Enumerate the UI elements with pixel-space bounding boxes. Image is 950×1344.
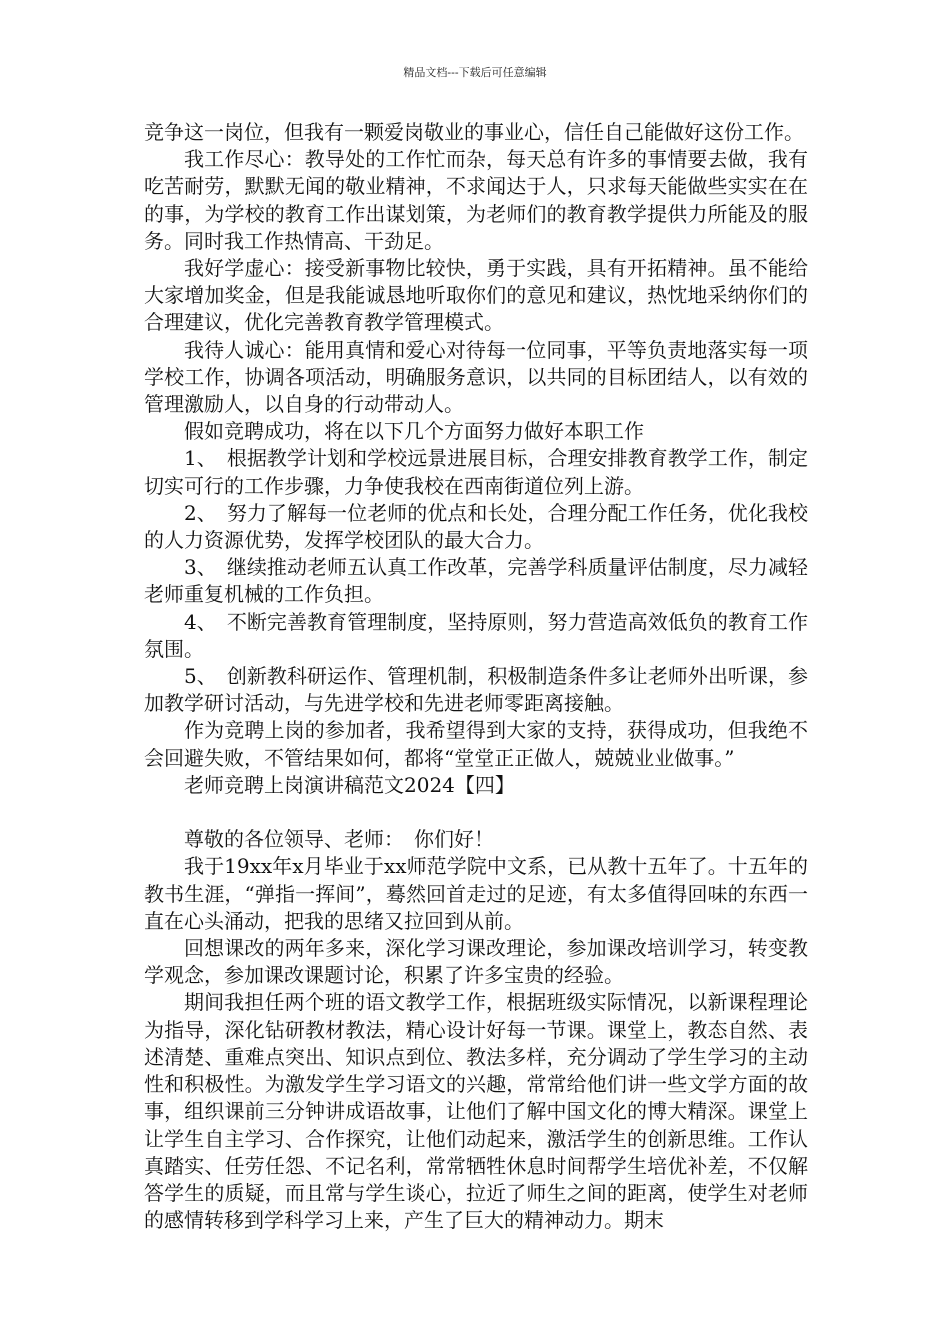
list-item-4: 4、 不断完善教育管理制度，坚持原则，努力营造高效低负的教育工作氛围。 <box>144 609 808 661</box>
document-body <box>144 119 808 1234</box>
paragraph-humble-learning: 我好学虚心：接受新事物比较快，勇于实践，具有开拓精神。虽不能给大家增加奖金，但是我能诚恳地听取你们的意见和建议，热忱地采纳你们的合理建议，优化完善教育教学管理模式。 <box>144 256 808 335</box>
paragraph-background: 我于19xx年x月毕业于xx师范学院中文系，已从教十五年了。十五年的教书生涯，“弹指一挥间”，蓦然回首走过的足迹，有太多值得回味的东西一直在心头涌动，把我的思绪又拉回到从前。 <box>144 854 808 933</box>
list-item-2: 2、 努力了解每一位老师的优点和长处，合理分配工作任务，优化我校的人力资源优势，发挥学校团队的最大合力。 <box>144 500 808 553</box>
paragraph-continuation: 竞争这一岗位，但我有一颗爱岗敬业的事业心，信任自己能做好这份工作。 <box>144 120 804 144</box>
paragraph-plan-intro: 假如竞聘成功，将在以下几个方面努力做好本职工作 <box>184 419 644 444</box>
paragraph-conclusion: 作为竞聘上岗的参加者，我希望得到大家的支持，获得成功，但我绝不会回避失败，不管结果如何，都将“堂堂正正做人，兢兢业业做事。” <box>144 718 808 770</box>
blank-line <box>144 799 808 826</box>
paragraph-curriculum-reform: 回想课改的两年多来，深化学习课改理论，参加课改培训学习，转变教学观念，参加课改课题讨论，积累了许多宝贵的经验。 <box>144 936 808 988</box>
section-title: 老师竞聘上岗演讲稿范文2024【四】 <box>184 772 515 797</box>
list-item-1: 1、 根据教学计划和学校远景进展目标，合理安排教育教学工作，制定切实可行的工作步骤，力争使我校在西南街道位列上游。 <box>144 446 808 498</box>
salutation: 尊敬的各位领导、老师： 你们好！ <box>184 827 494 852</box>
paragraph-sincerity: 我待人诚心：能用真情和爱心对待每一位同事，平等负责地落实每一项学校工作，协调各项活动，明确服务意识，以共同的目标团结人，以有效的管理激励人，以自身的行动带动人。 <box>144 337 808 417</box>
list-item-3: 3、 继续推动老师五认真工作改革，完善学科质量评估制度，尽力减轻老师重复机械的工作负担。 <box>144 555 808 607</box>
list-item-5: 5、 创新教科研运作、管理机制，积极制造条件多让老师外出听课，参加教学研讨活动，与先进学校和先进老师零距离接触。 <box>144 664 808 716</box>
paragraph-work-diligence: 我工作尽心：教导处的工作忙而杂，每天总有许多的事情要去做，我有吃苦耐劳，默默无闻的敬业精神，不求闻达于人，只求每天能做些实实在在的事，为学校的教育工作出谋划策，为老师们的教育教学提供力所能及的服务。同时我工作热情高、干劲足。 <box>144 147 808 253</box>
page-header: 精品文档---下载后可任意编辑 <box>403 66 547 79</box>
paragraph-teaching-work: 期间我担任两个班的语文教学工作，根据班级实际情况，以新课程理论为指导，深化钻研教材教法，精心设计好每一节课。课堂上，教态自然、表述清楚、重难点突出、知识点到位、教法多样，充分调动了学生学习的主动性和积极性。为激发学生学习语文的兴趣，常常给他们讲一些文学方面的故事，组织课前三分钟讲成语故事，让他们了解中国文化的博大精深。课堂上让学生自主学习、合作探究，让他们动起来，激活学生的创新思维。工作认真踏实、任劳任怨、不记名利，常常牺牲休息时间帮学生培优补差，不仅解答学生的质疑，而且常与学生谈心，拉近了师生之间的距离，使学生对老师的感情转移到学科学习上来，产生了巨大的精神动力。期末 <box>144 990 808 1233</box>
